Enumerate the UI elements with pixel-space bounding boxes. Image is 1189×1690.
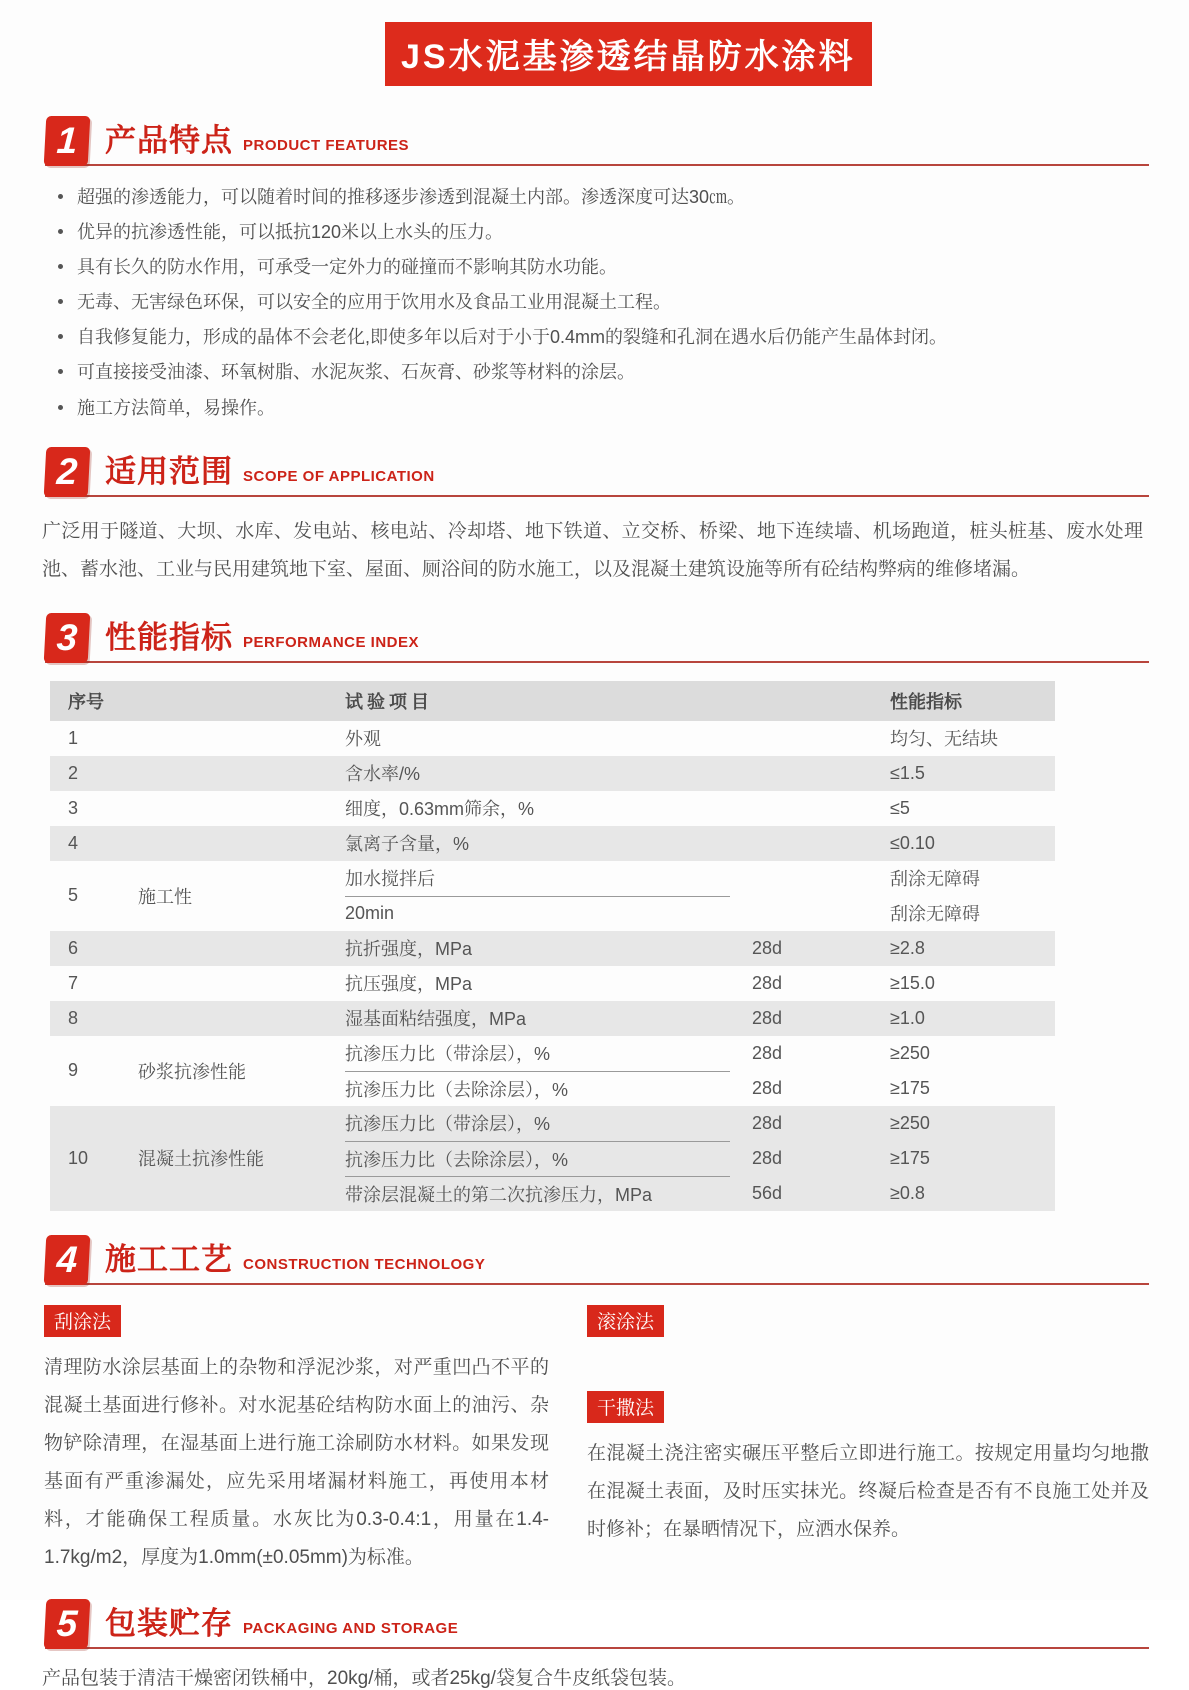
test-item-name: 湿基面粘结强度，MPa: [345, 1009, 527, 1030]
row-number: 10: [68, 1147, 89, 1168]
feature-item: [58, 289, 1149, 315]
table-row: [50, 756, 1055, 791]
feature-item: [58, 254, 1149, 280]
section-header-packaging: [45, 1599, 1149, 1649]
test-item-name: 外观: [345, 729, 381, 750]
test-item-age: 56d: [752, 1182, 783, 1203]
spacer: [587, 1349, 1149, 1391]
test-item-value: 均匀、无结块: [890, 729, 998, 750]
feature-text: 无毒、无害绿色环保，可以安全的应用于饮用水及食品工业用混凝土工程。: [77, 292, 671, 313]
test-item-row: [345, 1106, 1055, 1141]
section-title: 产品特点: [105, 123, 233, 158]
section-header-scope: [45, 447, 1149, 497]
bullet-icon: [58, 229, 63, 234]
bullet-icon: [58, 194, 63, 199]
section-title: 适用范围: [105, 453, 233, 489]
row-number: 2: [68, 762, 79, 783]
test-item-name: 抗渗压力比（带涂层），%: [345, 1114, 551, 1135]
method-scrape-column: [44, 1305, 549, 1577]
test-item-age: [730, 826, 850, 861]
page-title: JS水泥基渗透结晶防水涂料: [385, 22, 872, 86]
feature-text: 自我修复能力，形成的晶体不会老化,即使多年以后对于小于0.4mm的裂缝和孔洞在遇水后仍能产生晶体封闭。: [77, 327, 948, 348]
feature-list: [58, 184, 1149, 421]
method-right-column: [587, 1305, 1149, 1577]
section-number-badge: 1: [44, 116, 91, 166]
test-item-age: 28d: [752, 1042, 783, 1063]
test-item-value: 刮涂无障碍: [890, 869, 980, 890]
row-items: [345, 721, 1055, 756]
section-number-badge: 4: [44, 1235, 91, 1285]
test-item-age: 28d: [752, 1007, 783, 1028]
section-header-performance: [45, 613, 1149, 663]
table-row: [50, 826, 1055, 861]
bullet-icon: [58, 334, 63, 339]
row-items: [345, 1001, 1055, 1036]
table-row: [50, 1036, 1055, 1106]
test-item-name: 抗渗压力比（去除涂层），%: [345, 1071, 730, 1106]
section-title: 性能指标: [105, 619, 233, 655]
row-number: 5: [68, 885, 79, 906]
test-item-value: ≥175: [890, 1147, 930, 1168]
test-item-value: ≥250: [890, 1042, 930, 1063]
test-item-name: 带涂层混凝土的第二次抗渗压力，MPa: [345, 1176, 730, 1211]
bullet-icon: [58, 405, 63, 410]
bullet-icon: [58, 369, 63, 374]
section-subtitle: PACKAGING AND STORAGE: [243, 1619, 459, 1637]
bullet-icon: [58, 299, 63, 304]
row-category: 施工性: [138, 886, 192, 907]
feature-item: [58, 219, 1149, 245]
method-tag-drysprinkle: 干撒法: [587, 1391, 664, 1423]
test-item-row: [345, 1036, 1055, 1071]
section-header-construction: [45, 1235, 1149, 1285]
test-item-row: [345, 966, 1055, 1001]
row-number: 6: [68, 937, 79, 958]
row-items: [345, 1036, 1055, 1106]
table-row: [50, 721, 1055, 756]
header-no: 序号: [68, 691, 104, 712]
test-item-value: ≥2.8: [890, 937, 925, 958]
row-category: 砂浆抗渗性能: [138, 1061, 246, 1082]
test-item-value: ≤1.5: [890, 762, 925, 783]
test-item-age: 28d: [752, 937, 783, 958]
test-item-row: [345, 756, 1055, 791]
test-item-age: [730, 756, 850, 791]
row-items: [345, 861, 1055, 931]
table-row: [50, 861, 1055, 931]
test-item-name: 抗折强度，MPa: [345, 939, 473, 960]
row-items: [345, 826, 1055, 861]
feature-item: [58, 324, 1149, 350]
test-item-name: 氯离子含量，%: [345, 834, 470, 855]
test-item-row: [345, 791, 1055, 826]
test-item-name: 加水搅拌后: [345, 869, 435, 890]
test-item-name: 含水率/%: [345, 764, 421, 785]
test-item-row: [345, 826, 1055, 861]
section-number-badge: 5: [44, 1599, 91, 1649]
row-items: [345, 756, 1055, 791]
row-items: [345, 1106, 1055, 1211]
test-item-age: 28d: [752, 972, 783, 993]
feature-text: 超强的渗透能力，可以随着时间的推移逐步渗透到混凝土内部。渗透深度可达30㎝。: [77, 187, 746, 207]
table-row: [50, 791, 1055, 826]
method-text-scrape: 清理防水涂层基面上的杂物和浮泥沙浆，对严重凹凸不平的混凝土基面进行修补。对水泥基砼结构防水面上的油污、杂物铲除清理，在湿基面上进行施工涂刷防水材料。如果发现基面有严重渗漏处，应先采用堵漏材料施工，再使用本材料，才能确保工程质量。水灰比为0.3-0.4:1，用量在1.4-1.7kg/m2，厚度为1.0mm(±0.05mm)为标准。: [44, 1356, 549, 1568]
test-item-age: [730, 721, 850, 756]
test-item-name: 抗压强度，MPa: [345, 974, 473, 995]
row-items: [345, 966, 1055, 1001]
table-row: [50, 931, 1055, 966]
section-subtitle: PRODUCT FEATURES: [243, 137, 410, 154]
section-header-features: [45, 116, 1149, 166]
test-item-value: ≥1.0: [890, 1007, 925, 1028]
row-number: 9: [68, 1060, 79, 1081]
table-row: [50, 1106, 1055, 1211]
section-title: 包装贮存: [105, 1605, 233, 1641]
row-number: 7: [68, 972, 79, 993]
feature-item: [58, 359, 1149, 385]
test-item-age: [730, 861, 850, 896]
test-item-value: ≤5: [890, 797, 910, 818]
test-item-name: 20min: [345, 896, 730, 931]
row-number: 1: [68, 727, 79, 748]
test-item-age: 28d: [752, 1147, 783, 1168]
test-item-value: ≥15.0: [890, 972, 935, 993]
test-item-row: [345, 1071, 1055, 1106]
test-item-name: 细度，0.63mm筛余，%: [345, 799, 535, 820]
packaging-paragraph: 产品包装于清洁干燥密闭铁桶中，20kg/桶，或者25kg/袋复合牛皮纸袋包装。: [42, 1667, 686, 1689]
row-items: [345, 931, 1055, 966]
test-item-value: 刮涂无障碍: [890, 904, 980, 925]
bullet-icon: [58, 264, 63, 269]
section-number-badge: 3: [44, 613, 91, 663]
test-item-value: ≥0.8: [890, 1182, 925, 1203]
feature-text: 优异的抗渗透性能，可以抵抗120米以上水头的压力。: [77, 222, 504, 243]
table-row: [50, 1001, 1055, 1036]
test-item-row: [345, 931, 1055, 966]
test-item-name: 抗渗压力比（去除涂层），%: [345, 1141, 730, 1176]
test-item-value: ≤0.10: [890, 832, 935, 853]
test-item-name: 抗渗压力比（带涂层），%: [345, 1044, 551, 1065]
feature-item: [58, 184, 1149, 210]
section-number-badge: 2: [44, 447, 91, 497]
test-item-row: [345, 721, 1055, 756]
row-category: 混凝土抗渗性能: [138, 1149, 264, 1170]
section-subtitle: PERFORMANCE INDEX: [243, 633, 420, 651]
method-tag-roll: 滚涂法: [587, 1305, 664, 1337]
feature-text: 可直接接受油漆、环氧树脂、水泥灰浆、石灰膏、砂浆等材料的涂层。: [77, 362, 635, 383]
test-item-row: [345, 861, 1055, 896]
table-row: [50, 966, 1055, 1001]
row-number: 4: [68, 832, 79, 853]
test-item-age: [730, 791, 850, 826]
section-title: 施工工艺: [105, 1241, 233, 1277]
method-tag-scrape: 刮涂法: [44, 1305, 121, 1337]
test-item-value: ≥175: [890, 1077, 930, 1098]
performance-table-rows: [50, 721, 1055, 1211]
method-text-drysprinkle: 在混凝土浇注密实碾压平整后立即进行施工。按规定用量均匀地撒在混凝土表面，及时压实抹光。终凝后检查是否有不良施工处并及时修补；在暴晒情况下，应洒水保养。: [587, 1442, 1149, 1540]
scope-paragraph: 广泛用于隧道、大坝、水库、发电站、核电站、冷却塔、地下铁道、立交桥、桥梁、地下连续墙、机场跑道，桩头桩基、废水处理池、蓄水池、工业与民用建筑地下室、屋面、厕浴间的防水施工，以及混凝土建筑设施等所有砼结构弊病的维修堵漏。: [42, 520, 1143, 580]
construction-methods: [44, 1305, 1149, 1577]
test-item-row: [345, 1001, 1055, 1036]
test-item-age: 28d: [752, 1112, 783, 1133]
test-item-age: [730, 896, 850, 931]
performance-table: [50, 681, 1055, 1211]
header-test-item: 试验项目: [345, 691, 433, 712]
feature-item: [58, 395, 1149, 421]
test-item-row: [345, 1141, 1055, 1176]
row-number: 8: [68, 1007, 79, 1028]
section-subtitle: CONSTRUCTION TECHNOLOGY: [243, 1255, 486, 1273]
section-subtitle: SCOPE OF APPLICATION: [243, 467, 435, 485]
performance-table-header: [50, 681, 1055, 721]
test-item-age: 28d: [752, 1077, 783, 1098]
test-item-row: [345, 896, 1055, 931]
feature-text: 施工方法简单，易操作。: [77, 397, 275, 418]
row-items: [345, 791, 1055, 826]
row-number: 3: [68, 797, 79, 818]
test-item-row: [345, 1176, 1055, 1211]
feature-text: 具有长久的防水作用，可承受一定外力的碰撞而不影响其防水功能。: [77, 257, 617, 278]
header-index: 性能指标: [890, 691, 962, 712]
test-item-value: ≥250: [890, 1112, 930, 1133]
